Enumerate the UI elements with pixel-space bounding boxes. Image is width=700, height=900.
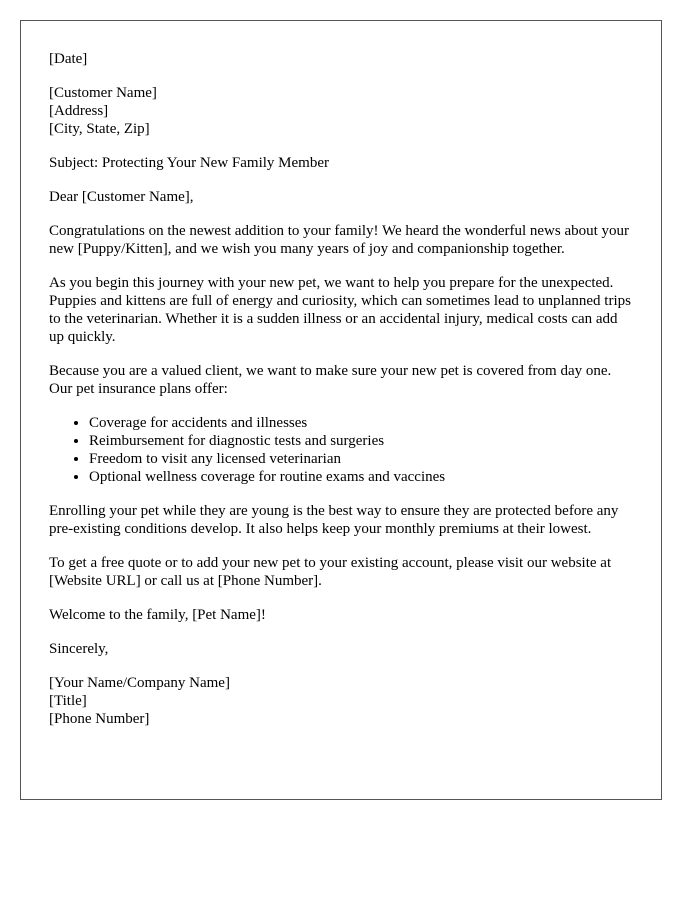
benefits-list bbox=[49, 414, 633, 486]
body-paragraph: Enrolling your pet while they are young is the best way to ensure they are protected before any pre-existing conditions develop. It also helps keep your monthly premiums at their lowest. bbox=[49, 503, 619, 537]
subject-line: Subject: Protecting Your New Family Member bbox=[49, 155, 329, 171]
signature-block bbox=[49, 674, 633, 728]
body-paragraph: Congratulations on the newest addition to your family! We heard the wonderful news about your new [Puppy/Kitten], and we wish you many years of joy and companionship together. bbox=[49, 223, 630, 257]
signature-title: [Title] bbox=[49, 693, 87, 709]
body-paragraph: As you begin this journey with your new pet, we want to help you prepare for the unexpected. Puppies and kittens are full of energy and curiosity, which can sometimes lead to unplanned trips to the veterinarian. Whether it is a sudden illness or an accidental injury, medical costs can add up quickly. bbox=[49, 275, 631, 345]
signature-phone: [Phone Number] bbox=[49, 711, 150, 727]
welcome-line: Welcome to the family, [Pet Name]! bbox=[49, 607, 266, 623]
letter-page bbox=[20, 20, 662, 800]
recipient-city-state-zip: [City, State, Zip] bbox=[49, 121, 150, 137]
benefit-item: • Coverage for accidents and illnesses bbox=[89, 414, 633, 432]
body-paragraph: To get a free quote or to add your new pet to your existing account, please visit our website at [Website URL] or call us at [Phone Number]. bbox=[49, 555, 612, 589]
recipient-name: [Customer Name] bbox=[49, 85, 157, 101]
benefit-item: • Optional wellness coverage for routine exams and vaccines bbox=[89, 468, 633, 486]
date: [Date] bbox=[49, 51, 88, 67]
benefit-item: • Reimbursement for diagnostic tests and surgeries bbox=[89, 432, 633, 450]
signoff: Sincerely, bbox=[49, 641, 109, 657]
recipient-address-block bbox=[49, 84, 633, 138]
signature-name: [Your Name/Company Name] bbox=[49, 675, 230, 691]
salutation: Dear [Customer Name], bbox=[49, 189, 194, 205]
body-paragraph: Because you are a valued client, we want to make sure your new pet is covered from day one. Our pet insurance plans offer: bbox=[49, 363, 612, 397]
benefit-item: • Freedom to visit any licensed veterinarian bbox=[89, 450, 633, 468]
recipient-address: [Address] bbox=[49, 103, 109, 119]
